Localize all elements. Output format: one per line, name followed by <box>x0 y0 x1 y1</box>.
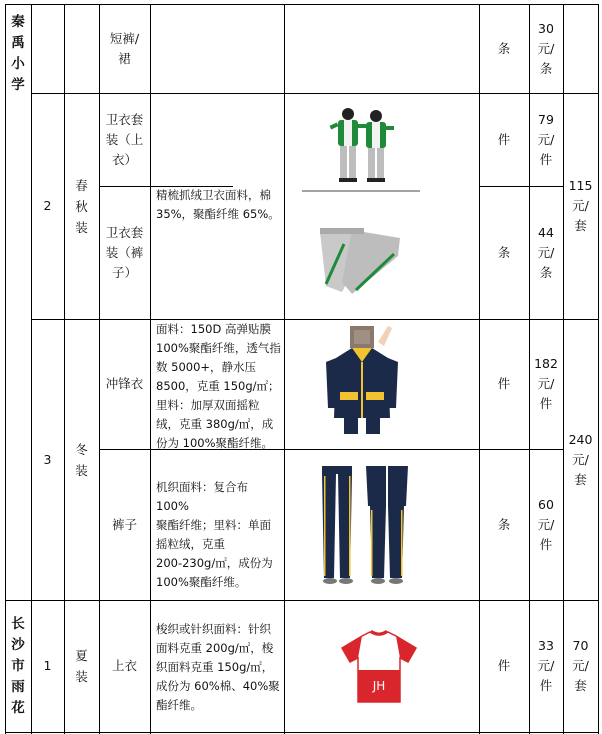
unit-price: 60 元/ 件 <box>537 496 555 552</box>
navy-yellow-windbreaker-photo <box>318 322 410 440</box>
unit-label: 条 <box>497 40 511 56</box>
svg-text:JH: JH <box>372 679 386 693</box>
description-windbreaker: 面料：150D 高弹贴膜 100%聚酯纤维，透气指 数 5000+，静水压 8500，克重 150g/㎡； 里料：加厚双面摇粒 绒，克重 380g/㎡，成 份为 100%聚酯纤维。 <box>156 322 281 450</box>
item-shorts-skirt: 短裤/ 裙 <box>109 30 140 66</box>
item-summer-top: 上衣 <box>111 658 137 673</box>
unit-label: 条 <box>497 244 511 260</box>
unit-price: 79 元/ 件 <box>537 111 555 167</box>
row-number: 1 <box>43 658 52 673</box>
description-pants: 机织面料：复合布 100% 聚酯纤维；里料：单面 摇粒绒，克重 200-230g/㎡，成份为 100%聚酯纤维。 <box>156 480 273 589</box>
navy-track-pants-photo <box>314 462 414 586</box>
set-price: 115 元/ 套 <box>568 178 593 233</box>
description-hoodie: 精梳抓绒卫衣面料，棉 35%，聚酯纤维 65%。 <box>156 188 280 221</box>
season-winter: 冬装 <box>75 441 88 478</box>
unit-price: 182 元/ 件 <box>534 356 558 411</box>
description-summer-top: 梭织或针织面料：针织 面料克重 200g/㎡，梭 织面料克重 150g/㎡， 成份为 60%棉、40%聚 酯纤维。 <box>156 622 280 712</box>
unit-price: 33 元/ 件 <box>537 638 555 693</box>
red-white-tshirt-photo <box>340 630 418 706</box>
unit-label: 件 <box>497 376 511 391</box>
item-hoodie-top: 卫衣套 装（上 衣） <box>105 111 144 167</box>
school-name-changsha-yuhua: 长沙市雨花 <box>11 615 25 716</box>
row-number: 2 <box>43 198 52 213</box>
green-white-hoodie-tracksuit-photo <box>300 100 422 192</box>
set-price: 240 元/ 套 <box>568 431 593 487</box>
school-name-qinyu: 秦禹小学 <box>11 14 25 93</box>
grey-green-track-pants-photo <box>312 222 408 300</box>
season-summer: 夏装 <box>75 648 88 684</box>
item-hoodie-pants: 卫衣套 装（裤 子） <box>105 224 144 280</box>
unit-price: 44 元/ 条 <box>537 224 555 280</box>
set-price: 70 元/ 套 <box>572 638 589 693</box>
unit-label: 件 <box>497 131 511 147</box>
season-spring-autumn: 春秋装 <box>75 177 88 235</box>
row-number: 3 <box>43 451 52 467</box>
unit-label: 件 <box>497 658 511 673</box>
unit-label: 条 <box>497 516 511 532</box>
item-pants: 裤子 <box>111 516 137 532</box>
unit-price: 30 元/ 条 <box>537 20 555 76</box>
item-windbreaker: 冲锋衣 <box>105 376 144 391</box>
